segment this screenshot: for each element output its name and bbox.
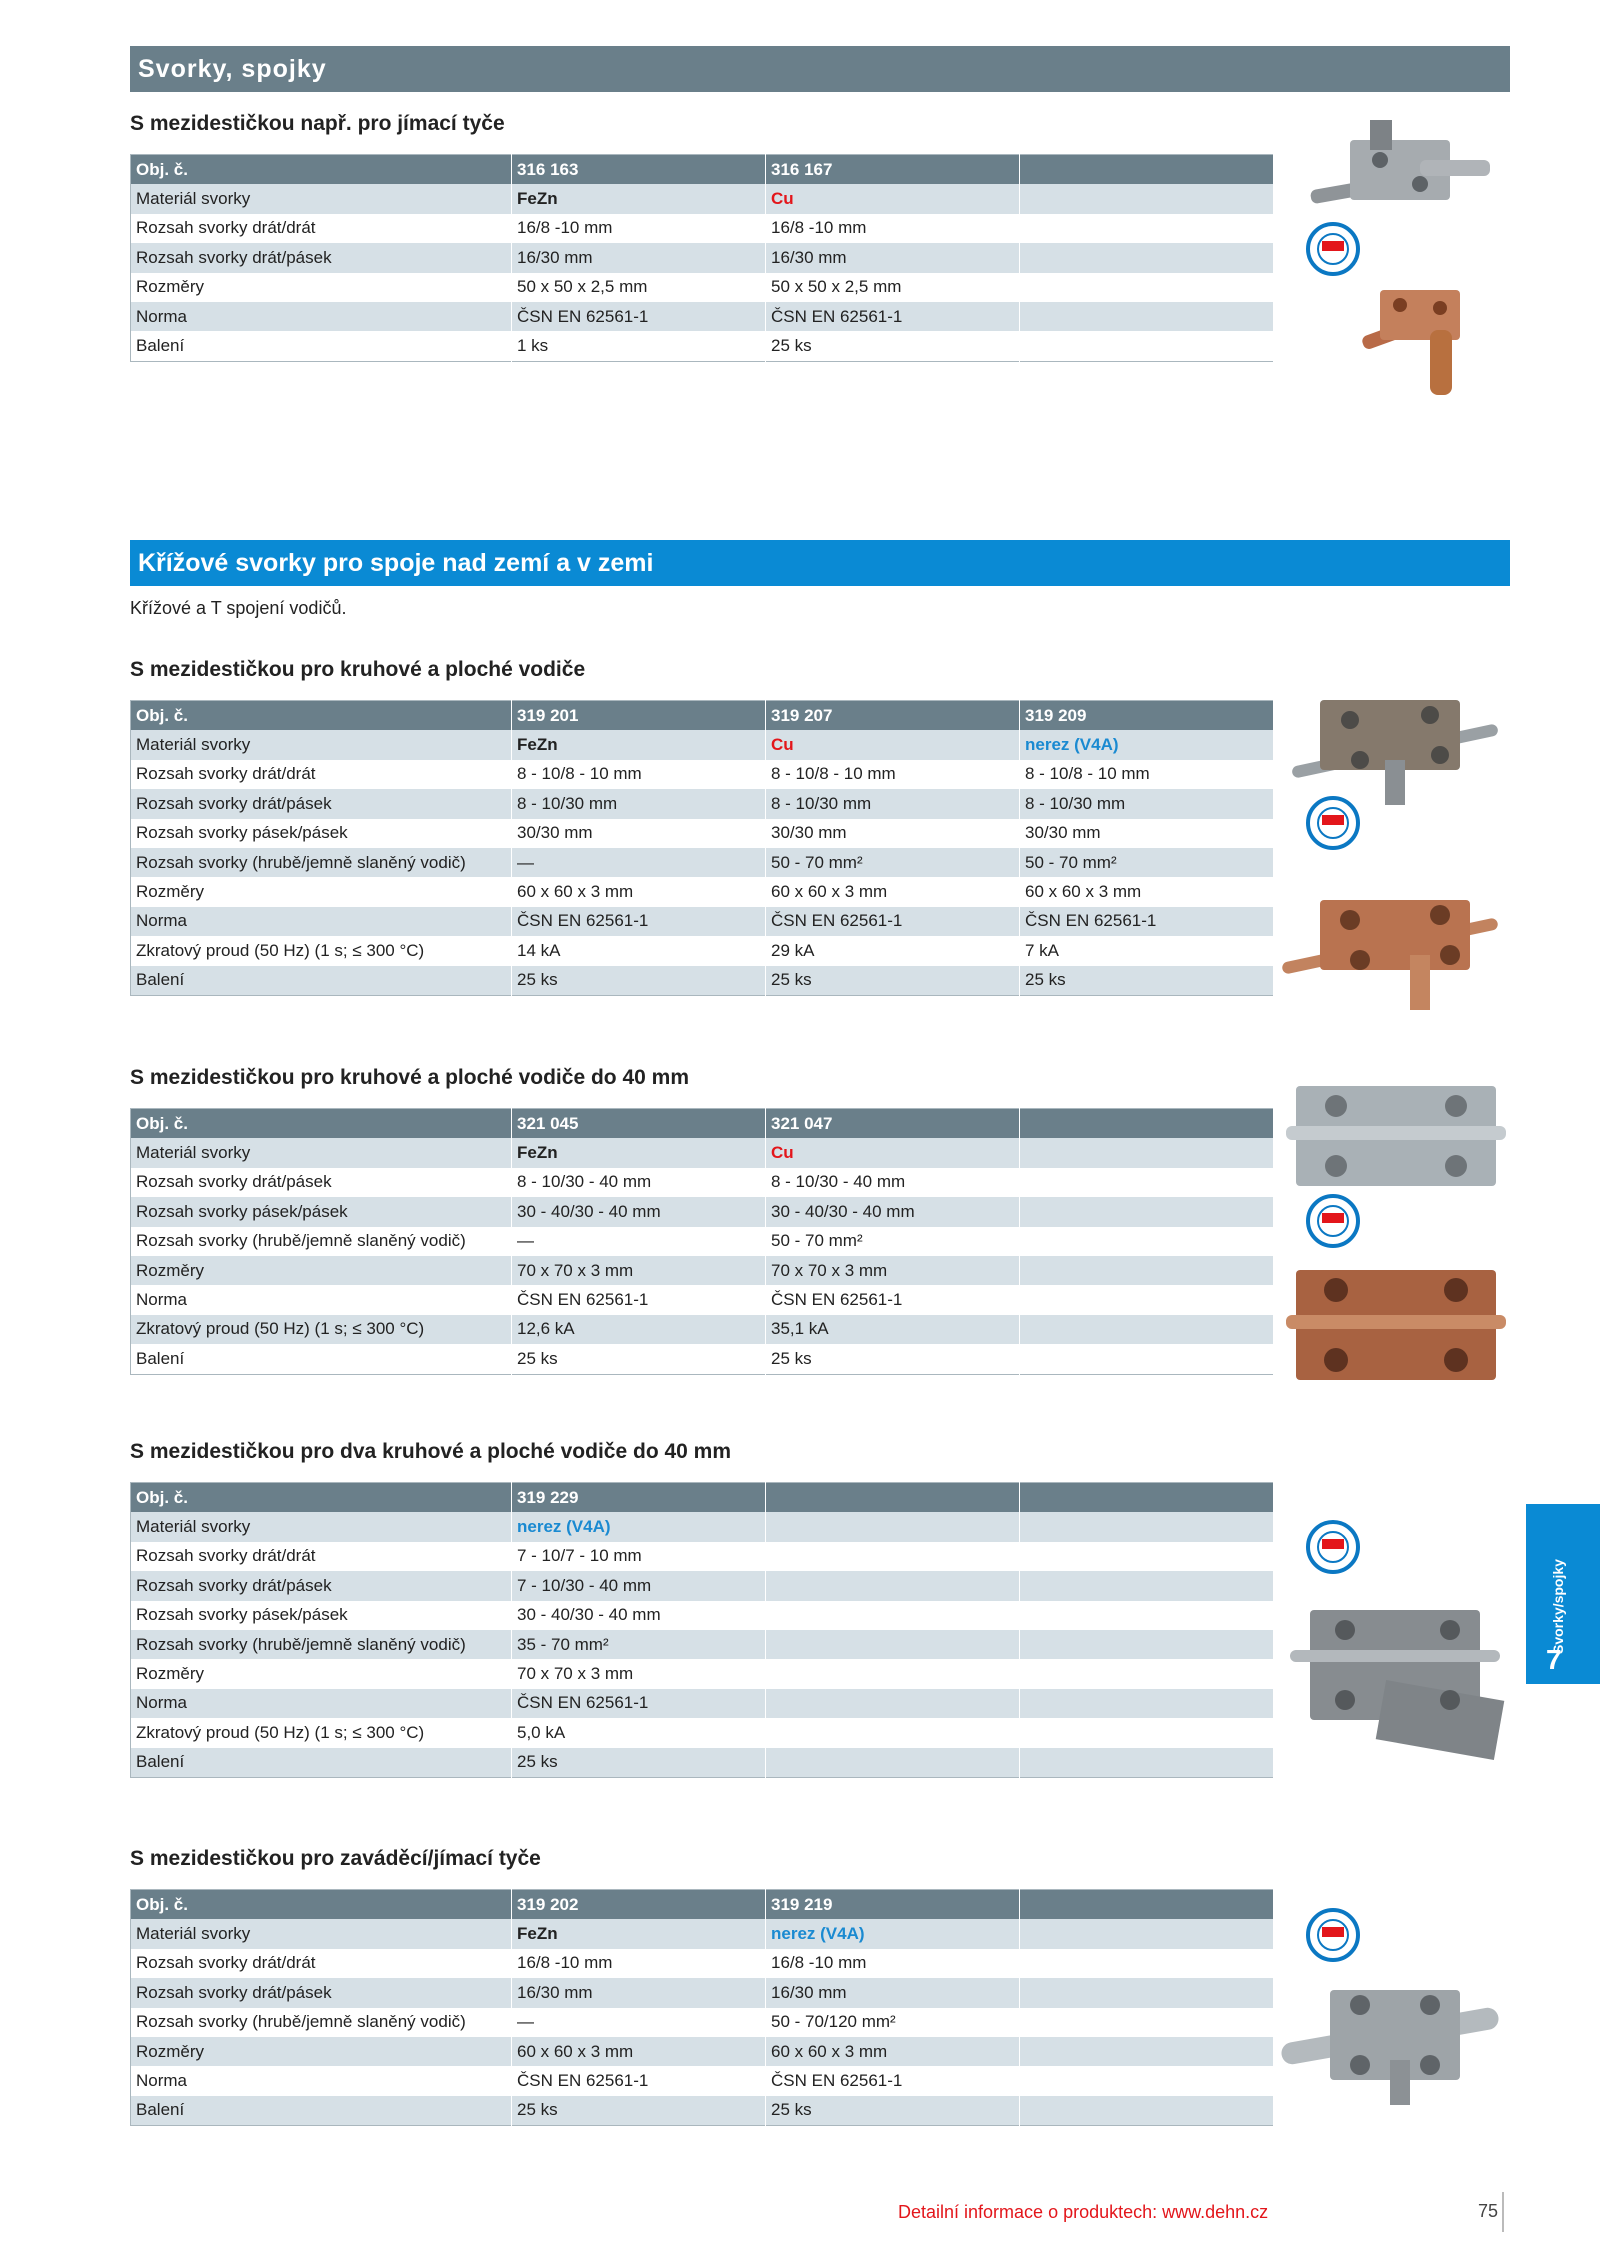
table-cell: — (512, 848, 766, 877)
table-cell: 7 kA (1020, 936, 1274, 965)
table-cell (1020, 1344, 1274, 1374)
row-label: Materiál svorky (131, 1138, 512, 1167)
table-cell (1020, 2008, 1274, 2037)
table-cell: 25 ks (766, 331, 1020, 361)
table-cell: — (512, 1227, 766, 1256)
table-header-cell: Obj. č. (131, 1109, 512, 1139)
table-cell (1020, 1197, 1274, 1226)
table-row (131, 1344, 1274, 1374)
row-label: Norma (131, 302, 512, 331)
table-title: S mezidestičkou např. pro jímací tyče (130, 112, 505, 135)
table-cell: 12,6 kA (512, 1315, 766, 1344)
table-cell (1020, 1512, 1274, 1541)
table-cell: 70 x 70 x 3 mm (512, 1256, 766, 1285)
product-image-319201 (1290, 670, 1510, 810)
table-row (131, 1571, 1274, 1600)
table-header-row (131, 1109, 1274, 1139)
table-cell: 25 ks (512, 1748, 766, 1778)
table-cell (1020, 2066, 1274, 2095)
table-cell: ČSN EN 62561-1 (766, 907, 1020, 936)
table-row (131, 273, 1274, 302)
table-cell: 30/30 mm (1020, 819, 1274, 848)
table-header-cell: 316 167 (766, 155, 1020, 185)
table-cell (1020, 1659, 1274, 1688)
row-label: Rozměry (131, 1659, 512, 1688)
table-cell (1020, 302, 1274, 331)
table-cell (1020, 1168, 1274, 1197)
row-label: Rozměry (131, 877, 512, 906)
table-cell: 50 - 70 mm² (766, 848, 1020, 877)
row-label: Rozměry (131, 2037, 512, 2066)
row-label: Norma (131, 2066, 512, 2095)
table-header-row (131, 701, 1274, 731)
table-header-row (131, 1890, 1274, 1920)
table-cell: nerez (V4A) (766, 1919, 1020, 1948)
spec-table (130, 1889, 1274, 2126)
row-label: Zkratový proud (50 Hz) (1 s; ≤ 300 °C) (131, 1315, 512, 1344)
table-cell: 16/8 -10 mm (512, 214, 766, 243)
row-label: Materiál svorky (131, 184, 512, 213)
table-row (131, 1919, 1274, 1948)
row-label: Rozměry (131, 273, 512, 302)
spec-table (130, 1482, 1274, 1778)
section-title: Křížové svorky pro spoje nad zemí a v zemi (130, 540, 1510, 586)
table-title: S mezidestičkou pro zaváděcí/jímací tyče (130, 1847, 541, 1870)
table-row (131, 1748, 1274, 1778)
table-cell (1020, 2037, 1274, 2066)
table-cell: ČSN EN 62561-1 (766, 1285, 1020, 1314)
table-cell (1020, 1978, 1274, 2007)
table-header-cell: 319 202 (512, 1890, 766, 1920)
table-row (131, 1512, 1274, 1541)
table-cell (1020, 1689, 1274, 1718)
row-label: Materiál svorky (131, 730, 512, 759)
spec-table (130, 700, 1274, 996)
table-cell (1020, 331, 1274, 361)
table-row (131, 1168, 1274, 1197)
table-row (131, 1285, 1274, 1314)
table-cell: FeZn (512, 184, 766, 213)
table-header-cell (1020, 1890, 1274, 1920)
row-label: Rozsah svorky (hrubě/jemně slaněný vodič) (131, 848, 512, 877)
chapter-number: 7 (1546, 1644, 1562, 1675)
table-cell: 35 - 70 mm² (512, 1630, 766, 1659)
table-cell: 8 - 10/30 mm (766, 789, 1020, 818)
table-cell (766, 1542, 1020, 1571)
table-row (131, 184, 1274, 213)
table-header-cell (1020, 155, 1274, 185)
table-row (131, 1630, 1274, 1659)
table-cell (766, 1689, 1020, 1718)
table-title: S mezidestičkou pro dva kruhové a ploché vodiče do 40 mm (130, 1440, 732, 1463)
table-cell: 8 - 10/8 - 10 mm (766, 760, 1020, 789)
row-label: Rozsah svorky drát/pásek (131, 1571, 512, 1600)
row-label: Balení (131, 1748, 512, 1778)
row-label: Materiál svorky (131, 1919, 512, 1948)
table-row (131, 966, 1274, 996)
section-description: Křížové a T spojení vodičů. (130, 598, 347, 618)
page-number: 75 (1478, 2201, 1499, 2221)
table-title: S mezidestičkou pro kruhové a ploché vodiče do 40 mm (130, 1066, 689, 1089)
table-cell: 70 x 70 x 3 mm (766, 1256, 1020, 1285)
table-cell (1020, 1138, 1274, 1167)
table-cell: 8 - 10/30 mm (1020, 789, 1274, 818)
table-row (131, 2008, 1274, 2037)
row-label: Balení (131, 966, 512, 996)
table-header-cell: 316 163 (512, 155, 766, 185)
table-cell: 7 - 10/30 - 40 mm (512, 1571, 766, 1600)
table-row (131, 760, 1274, 789)
row-label: Rozsah svorky drát/pásek (131, 243, 512, 272)
table-cell: ČSN EN 62561-1 (512, 2066, 766, 2095)
row-label: Rozsah svorky (hrubě/jemně slaněný vodič) (131, 2008, 512, 2037)
table-cell: 25 ks (1020, 966, 1274, 996)
table-cell: Cu (766, 1138, 1020, 1167)
row-label: Balení (131, 2096, 512, 2126)
table-header-cell: Obj. č. (131, 1483, 512, 1513)
table-header-cell: 321 047 (766, 1109, 1020, 1139)
table-cell: 25 ks (766, 2096, 1020, 2126)
table-cell: ČSN EN 62561-1 (766, 2066, 1020, 2095)
table-cell: 1 ks (512, 331, 766, 361)
product-image-321045 (1286, 1066, 1510, 1206)
row-label: Norma (131, 1285, 512, 1314)
table-row (131, 877, 1274, 906)
table-row (131, 1978, 1274, 2007)
table-header-cell: Obj. č. (131, 701, 512, 731)
table-row (131, 819, 1274, 848)
table-row (131, 1689, 1274, 1718)
table-cell: 8 - 10/30 - 40 mm (766, 1168, 1020, 1197)
table-cell: 60 x 60 x 3 mm (512, 2037, 766, 2066)
row-label: Zkratový proud (50 Hz) (1 s; ≤ 300 °C) (131, 1718, 512, 1747)
table-cell: 60 x 60 x 3 mm (766, 877, 1020, 906)
tested-badge-icon (1306, 1520, 1360, 1574)
table-cell (766, 1601, 1020, 1630)
table-cell (1020, 1285, 1274, 1314)
table-row (131, 789, 1274, 818)
product-image-316163 (1310, 110, 1500, 250)
table-row (131, 1949, 1274, 1978)
table-cell: 50 x 50 x 2,5 mm (766, 273, 1020, 302)
product-image-316167 (1360, 260, 1500, 400)
row-label: Rozsah svorky drát/pásek (131, 1978, 512, 2007)
table-cell: — (512, 2008, 766, 2037)
table-row (131, 2066, 1274, 2095)
row-label: Rozsah svorky drát/pásek (131, 1168, 512, 1197)
table-cell: 50 - 70 mm² (766, 1227, 1020, 1256)
table-row (131, 1601, 1274, 1630)
table-row (131, 1542, 1274, 1571)
row-label: Balení (131, 1344, 512, 1374)
row-label: Norma (131, 1689, 512, 1718)
row-label: Rozsah svorky pásek/pásek (131, 819, 512, 848)
table-cell: 30 - 40/30 - 40 mm (512, 1601, 766, 1630)
table-row (131, 243, 1274, 272)
table-cell: 14 kA (512, 936, 766, 965)
table-row (131, 1197, 1274, 1226)
table-row (131, 1315, 1274, 1344)
chapter-label: Svorky/spojky (1550, 1559, 1566, 1654)
table-cell (1020, 273, 1274, 302)
table-row (131, 302, 1274, 331)
table-cell: 30 - 40/30 - 40 mm (512, 1197, 766, 1226)
table-cell (766, 1571, 1020, 1600)
table-cell: 50 - 70/120 mm² (766, 2008, 1020, 2037)
row-label: Norma (131, 907, 512, 936)
table-row (131, 730, 1274, 759)
table-cell: 50 - 70 mm² (1020, 848, 1274, 877)
table-cell (1020, 1571, 1274, 1600)
table-title: S mezidestičkou pro kruhové a ploché vodiče (130, 658, 586, 681)
table-cell: 29 kA (766, 936, 1020, 965)
footer-divider (1502, 2192, 1504, 2232)
table-cell: ČSN EN 62561-1 (512, 302, 766, 331)
table-row (131, 936, 1274, 965)
spec-table (130, 1108, 1274, 1375)
table-cell (1020, 1227, 1274, 1256)
table-cell (1020, 1315, 1274, 1344)
table-cell: ČSN EN 62561-1 (1020, 907, 1274, 936)
table-row (131, 1718, 1274, 1747)
table-cell: 8 - 10/8 - 10 mm (512, 760, 766, 789)
table-cell: FeZn (512, 1919, 766, 1948)
table-cell: 25 ks (512, 1344, 766, 1374)
table-cell: ČSN EN 62561-1 (512, 1689, 766, 1718)
table-cell (766, 1718, 1020, 1747)
table-header-cell: Obj. č. (131, 1890, 512, 1920)
row-label: Rozsah svorky (hrubě/jemně slaněný vodič) (131, 1227, 512, 1256)
table-cell: ČSN EN 62561-1 (766, 302, 1020, 331)
row-label: Rozsah svorky pásek/pásek (131, 1197, 512, 1226)
chapter-side-tab (1526, 1504, 1600, 1684)
row-label: Rozměry (131, 1256, 512, 1285)
table-header-cell: 319 207 (766, 701, 1020, 731)
table-cell (766, 1630, 1020, 1659)
row-label: Rozsah svorky drát/drát (131, 760, 512, 789)
table-cell (1020, 1542, 1274, 1571)
table-header-cell: 319 209 (1020, 701, 1274, 731)
table-header-cell: Obj. č. (131, 155, 512, 185)
table-cell: 16/30 mm (766, 243, 1020, 272)
row-label: Rozsah svorky drát/drát (131, 1949, 512, 1978)
page-header: Svorky, spojky (130, 46, 1510, 92)
table-cell (1020, 1949, 1274, 1978)
footer-link-text: Detailní informace o produktech: www.dehn.cz (898, 2202, 1269, 2222)
table-cell: 70 x 70 x 3 mm (512, 1659, 766, 1688)
table-header-row (131, 155, 1274, 185)
table-cell: 16/30 mm (512, 243, 766, 272)
table-cell: 60 x 60 x 3 mm (512, 877, 766, 906)
table-header-row (131, 1483, 1274, 1513)
table-cell (766, 1512, 1020, 1541)
row-label: Materiál svorky (131, 1512, 512, 1541)
table-cell (1020, 1256, 1274, 1285)
row-label: Zkratový proud (50 Hz) (1 s; ≤ 300 °C) (131, 936, 512, 965)
table-cell (1020, 214, 1274, 243)
table-row (131, 331, 1274, 361)
table-cell: 16/30 mm (766, 1978, 1020, 2007)
table-cell: 30/30 mm (512, 819, 766, 848)
table-header-cell (766, 1483, 1020, 1513)
table-cell: 30 - 40/30 - 40 mm (766, 1197, 1020, 1226)
table-header-cell (1020, 1483, 1274, 1513)
product-image-319229 (1290, 1580, 1510, 1760)
table-cell (1020, 1919, 1274, 1948)
table-row (131, 2096, 1274, 2126)
table-cell: 30/30 mm (766, 819, 1020, 848)
table-cell: 16/8 -10 mm (766, 1949, 1020, 1978)
table-cell (1020, 1718, 1274, 1747)
table-cell: 35,1 kA (766, 1315, 1020, 1344)
table-cell: nerez (V4A) (512, 1512, 766, 1541)
table-cell (1020, 1748, 1274, 1778)
table-row (131, 1256, 1274, 1285)
table-cell: 8 - 10/8 - 10 mm (1020, 760, 1274, 789)
product-image-321047 (1286, 1240, 1510, 1410)
table-row (131, 214, 1274, 243)
table-cell: Cu (766, 184, 1020, 213)
table-header-cell: 319 219 (766, 1890, 1020, 1920)
table-cell (766, 1659, 1020, 1688)
table-cell: 50 x 50 x 2,5 mm (512, 273, 766, 302)
table-header-cell (1020, 1109, 1274, 1139)
row-label: Rozsah svorky drát/pásek (131, 789, 512, 818)
row-label: Rozsah svorky (hrubě/jemně slaněný vodič) (131, 1630, 512, 1659)
table-cell: 8 - 10/30 - 40 mm (512, 1168, 766, 1197)
row-label: Rozsah svorky drát/drát (131, 1542, 512, 1571)
table-cell (1020, 1601, 1274, 1630)
spec-table (130, 154, 1274, 362)
product-image-319207 (1280, 860, 1510, 1020)
table-cell (1020, 243, 1274, 272)
table-cell: 25 ks (512, 2096, 766, 2126)
table-row (131, 2037, 1274, 2066)
table-row (131, 1138, 1274, 1167)
table-cell: 25 ks (512, 966, 766, 996)
table-cell (1020, 184, 1274, 213)
table-cell: 5,0 kA (512, 1718, 766, 1747)
table-row (131, 1227, 1274, 1256)
table-cell (766, 1748, 1020, 1778)
table-cell (1020, 1630, 1274, 1659)
table-cell: 16/8 -10 mm (512, 1949, 766, 1978)
table-cell: FeZn (512, 1138, 766, 1167)
table-row (131, 1659, 1274, 1688)
row-label: Balení (131, 331, 512, 361)
table-cell: Cu (766, 730, 1020, 759)
table-cell: ČSN EN 62561-1 (512, 1285, 766, 1314)
table-cell: 16/8 -10 mm (766, 214, 1020, 243)
table-header-cell: 319 229 (512, 1483, 766, 1513)
table-cell: ČSN EN 62561-1 (512, 907, 766, 936)
table-cell: 25 ks (766, 966, 1020, 996)
row-label: Rozsah svorky drát/drát (131, 214, 512, 243)
tested-badge-icon (1306, 1908, 1360, 1962)
table-header-cell: 321 045 (512, 1109, 766, 1139)
row-label: Rozsah svorky pásek/pásek (131, 1601, 512, 1630)
table-cell: 16/30 mm (512, 1978, 766, 2007)
table-row (131, 848, 1274, 877)
table-cell: 7 - 10/7 - 10 mm (512, 1542, 766, 1571)
table-cell: nerez (V4A) (1020, 730, 1274, 759)
table-header-cell: 319 201 (512, 701, 766, 731)
table-cell: FeZn (512, 730, 766, 759)
product-image-319202 (1280, 1960, 1510, 2110)
table-cell: 60 x 60 x 3 mm (1020, 877, 1274, 906)
table-cell: 25 ks (766, 1344, 1020, 1374)
table-cell: 8 - 10/30 mm (512, 789, 766, 818)
table-row (131, 907, 1274, 936)
table-cell: 60 x 60 x 3 mm (766, 2037, 1020, 2066)
table-cell (1020, 2096, 1274, 2126)
